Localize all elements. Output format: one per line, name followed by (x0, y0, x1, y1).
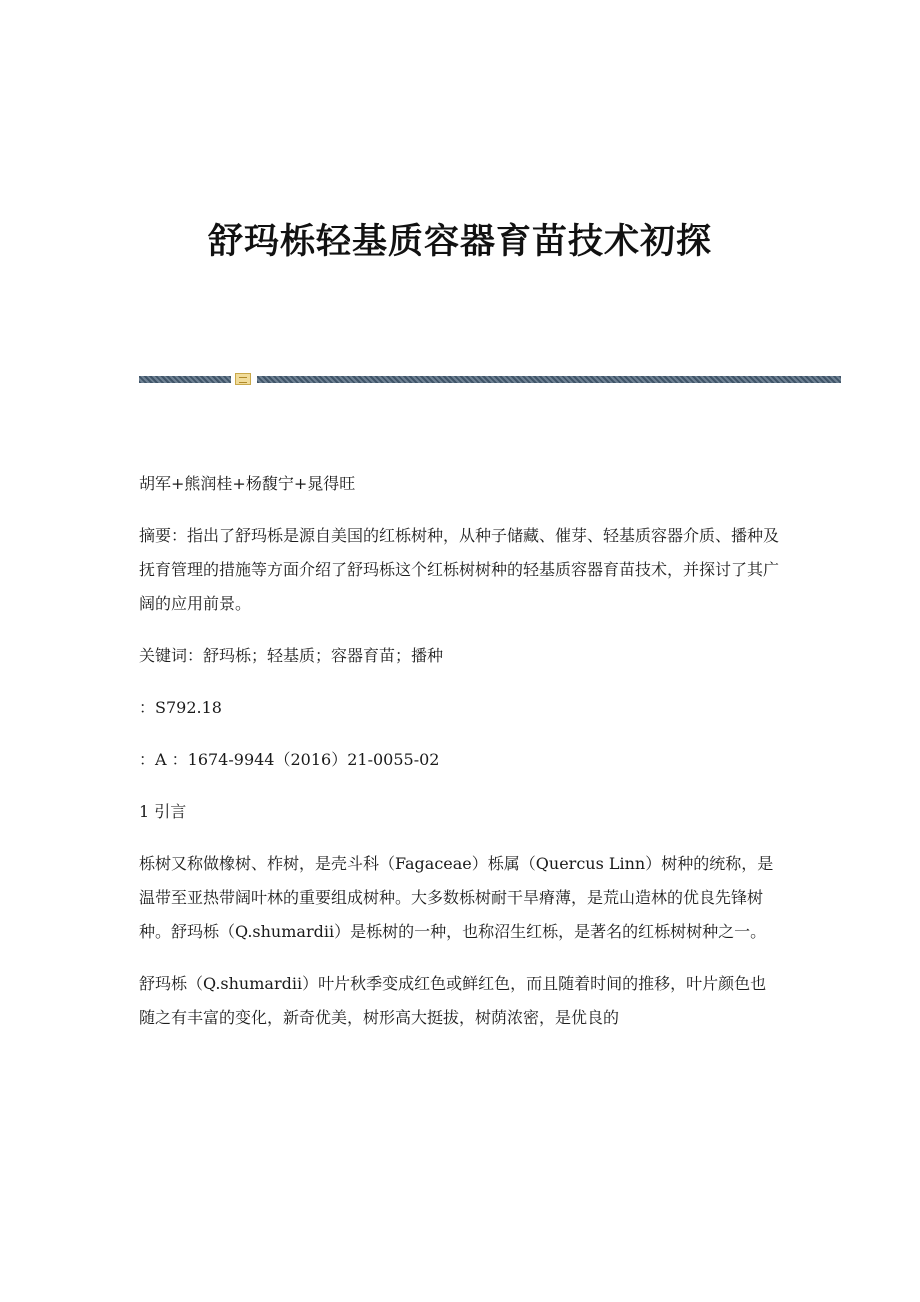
divider-ornament-icon (235, 373, 251, 385)
page-title: 舒玛栎轻基质容器育苗技术初探 (207, 222, 712, 262)
divider-bar-right (257, 376, 841, 383)
document-code: ：A ：1674-9944（2016）21-0055-02 (139, 750, 440, 769)
body-paragraph: 栎树又称做橡树、柞树，是壳斗科（Fagaceae）栎属（Quercus Linn）树种的统称，是温带至亚热带阔叶林的重要组成树种。大多数栎树耐干旱瘠薄，是荒山造林的优良先锋树种。舒玛栎（Q.shumardii）是栎树的一种，也称沼生红栎，是著名的红栎树树种之一。 (139, 854, 774, 941)
body-paragraph: 舒玛栎（Q.shumardii）叶片秋季变成红色或鲜红色，而且随着时间的推移，叶片颜色也随之有丰富的变化，新奇优美，树形高大挺拔，树荫浓密，是优良的 (139, 974, 767, 1027)
section-heading: 1 引言 (139, 802, 187, 821)
divider-bar-left (139, 376, 231, 383)
abstract: 摘要：指出了舒玛栎是源自美国的红栎树种，从种子储藏、催芽、轻基质容器介质、播种及抚育管理的措施等方面介绍了舒玛栎这个红栎树树种的轻基质容器育苗技术，并探讨了其广阔的应用前景。 (139, 526, 780, 613)
keywords: 关键词：舒玛栎；轻基质；容器育苗；播种 (139, 646, 444, 665)
article-body (139, 467, 779, 1053)
classification-number: ：S792.18 (139, 698, 222, 717)
authors: 胡军+熊润桂+杨馥宁+晁得旺 (139, 474, 356, 493)
title-divider (139, 373, 841, 385)
